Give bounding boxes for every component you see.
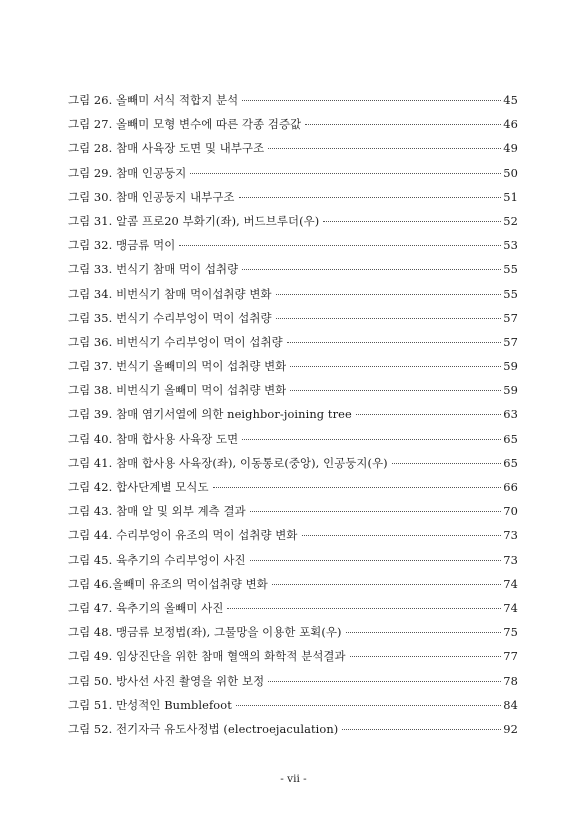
dot-leader — [290, 390, 501, 391]
toc-entry-label: 그림 32. 맹금류 먹이 — [68, 238, 176, 253]
toc-entry-page: 78 — [503, 673, 518, 688]
toc-entry-label: 그림 50. 방사선 사진 촬영을 위한 보정 — [68, 673, 265, 688]
toc-entry-page: 51 — [503, 189, 518, 204]
toc-entry-page: 70 — [503, 504, 518, 519]
dot-leader — [179, 245, 501, 246]
toc-entry-label: 그림 26. 올빼미 서식 적합지 분석 — [68, 93, 239, 107]
toc-entry-label: 그림 37. 번식기 올빼미의 먹이 섭취량 변화 — [68, 359, 287, 374]
dot-leader — [302, 535, 502, 536]
toc-entry-label: 그림 42. 합사단계별 모식도 — [68, 480, 209, 494]
dot-leader — [290, 366, 501, 367]
toc-entry[interactable] — [68, 165, 518, 189]
dot-leader — [323, 221, 501, 222]
toc-entry-label: 그림 33. 번식기 참매 먹이 섭취량 — [68, 262, 239, 277]
toc-entry[interactable] — [68, 310, 518, 334]
dot-leader — [236, 705, 501, 706]
toc-entry-page: 45 — [503, 93, 518, 107]
toc-entry[interactable] — [68, 116, 518, 140]
toc-entry-page: 59 — [503, 359, 518, 374]
toc-entry-page: 73 — [503, 552, 518, 567]
toc-entry-page: 66 — [503, 480, 518, 494]
toc-entry[interactable] — [68, 576, 518, 600]
toc-entry-page: 53 — [503, 238, 518, 253]
dot-leader — [242, 439, 501, 440]
toc-entry-label: 그림 45. 육추기의 수리부엉이 사진 — [68, 552, 246, 567]
toc-entry-page: 84 — [503, 697, 518, 712]
toc-entry-page: 74 — [503, 576, 518, 591]
toc-entry[interactable] — [68, 431, 518, 455]
toc-entry-label: 그림 38. 비번식기 올빼미 먹이 섭취량 변화 — [68, 383, 287, 398]
toc-entry[interactable] — [68, 503, 518, 527]
toc-entry-label: 그림 51. 만성적인 Bumblefoot — [68, 697, 232, 712]
toc-entry[interactable] — [68, 673, 518, 697]
dot-leader — [268, 148, 501, 149]
dot-leader — [350, 656, 502, 657]
toc-entry-page: 49 — [503, 141, 518, 156]
toc-entry[interactable] — [68, 382, 518, 406]
toc-entry[interactable] — [68, 334, 518, 358]
toc-entry-page: 57 — [503, 334, 518, 349]
toc-entry[interactable] — [68, 286, 518, 310]
toc-entry[interactable] — [68, 697, 518, 721]
toc-entry-label: 그림 27. 올빼미 모형 변수에 따른 각종 검증값 — [68, 117, 302, 132]
toc-entry-page: 50 — [503, 165, 518, 180]
dot-leader — [272, 584, 501, 585]
toc-entry[interactable] — [68, 455, 518, 479]
dot-leader — [213, 487, 502, 488]
dot-leader — [392, 463, 502, 464]
toc-entry[interactable] — [68, 237, 518, 261]
toc-entry-page: 73 — [503, 528, 518, 543]
toc-entry-page: 57 — [503, 310, 518, 325]
table-of-figures — [68, 92, 518, 745]
toc-entry-page: 55 — [503, 262, 518, 277]
dot-leader — [250, 560, 502, 561]
dot-leader — [242, 269, 501, 270]
toc-entry-label: 그림 48. 맹금류 보정법(좌), 그물망을 이용한 포획(우) — [68, 625, 342, 640]
dot-leader — [242, 100, 501, 101]
dot-leader — [356, 414, 501, 415]
toc-entry-page: 77 — [503, 649, 518, 664]
toc-entry-label: 그림 35. 번식기 수리부엉이 먹이 섭취량 — [68, 310, 272, 325]
dot-leader — [227, 608, 501, 609]
toc-entry-label: 그림 44. 수리부엉이 유조의 먹이 섭취량 변화 — [68, 528, 298, 543]
toc-entry-label: 그림 39. 참매 염기서열에 의한 neighbor-joining tree — [68, 407, 352, 422]
toc-entry[interactable] — [68, 527, 518, 551]
toc-entry-page: 74 — [503, 600, 518, 615]
toc-entry[interactable] — [68, 213, 518, 237]
toc-entry-label: 그림 36. 비번식기 수리부엉이 먹이 섭취량 — [68, 334, 283, 349]
dot-leader — [268, 681, 501, 682]
toc-entry-label: 그림 47. 육추기의 올빼미 사진 — [68, 600, 224, 615]
toc-entry-page: 65 — [503, 431, 518, 446]
toc-entry[interactable] — [68, 261, 518, 285]
toc-entry[interactable] — [68, 479, 518, 503]
toc-entry[interactable] — [68, 406, 518, 430]
toc-entry[interactable] — [68, 189, 518, 213]
dot-leader — [346, 632, 502, 633]
dot-leader — [276, 294, 502, 295]
toc-entry-page: 63 — [503, 407, 518, 422]
dot-leader — [287, 342, 502, 343]
toc-entry-label: 그림 28. 참매 사육장 도면 및 내부구조 — [68, 141, 265, 156]
toc-entry-page: 75 — [503, 625, 518, 640]
toc-entry-page: 92 — [503, 721, 518, 736]
dot-leader — [250, 511, 502, 512]
toc-entry-page: 55 — [503, 286, 518, 301]
toc-entry-label: 그림 31. 알콤 프로20 부화기(좌), 버드브루더(우) — [68, 213, 320, 228]
toc-entry[interactable] — [68, 624, 518, 648]
page-number: - vii - — [280, 773, 307, 785]
toc-entry[interactable] — [68, 358, 518, 382]
dot-leader — [342, 729, 501, 730]
toc-entry[interactable] — [68, 600, 518, 624]
toc-entry-label: 그림 43. 참매 알 및 외부 계측 결과 — [68, 504, 246, 519]
toc-entry-label: 그림 52. 전기자극 유도사정법 (electroejaculation) — [68, 721, 339, 736]
toc-entry[interactable] — [68, 92, 518, 116]
toc-entry[interactable] — [68, 140, 518, 164]
toc-entry-label: 그림 46.올빼미 유조의 먹이섭취량 변화 — [68, 576, 268, 591]
toc-entry-page: 52 — [503, 213, 518, 228]
toc-entry-label: 그림 30. 참매 인공둥지 내부구조 — [68, 189, 235, 204]
toc-entry[interactable] — [68, 552, 518, 576]
dot-leader — [276, 318, 502, 319]
toc-entry-label: 그림 29. 참매 인공둥지 — [68, 165, 187, 180]
dot-leader — [305, 124, 501, 125]
toc-entry[interactable] — [68, 648, 518, 672]
toc-entry-label: 그림 41. 참매 합사용 사육장(좌), 이동통로(중앙), 인공둥지(우) — [68, 455, 388, 470]
toc-entry-label: 그림 49. 임상진단을 위한 참매 혈액의 화학적 분석결과 — [68, 649, 346, 664]
toc-entry-page: 65 — [503, 455, 518, 470]
toc-entry-label: 그림 34. 비번식기 참매 먹이섭취량 변화 — [68, 286, 272, 301]
toc-entry-page: 59 — [503, 383, 518, 398]
toc-entry-page: 46 — [503, 117, 518, 132]
toc-entry-label: 그림 40. 참매 합사용 사육장 도면 — [68, 431, 239, 446]
toc-entry[interactable] — [68, 721, 518, 745]
dot-leader — [239, 197, 502, 198]
dot-leader — [190, 173, 501, 174]
